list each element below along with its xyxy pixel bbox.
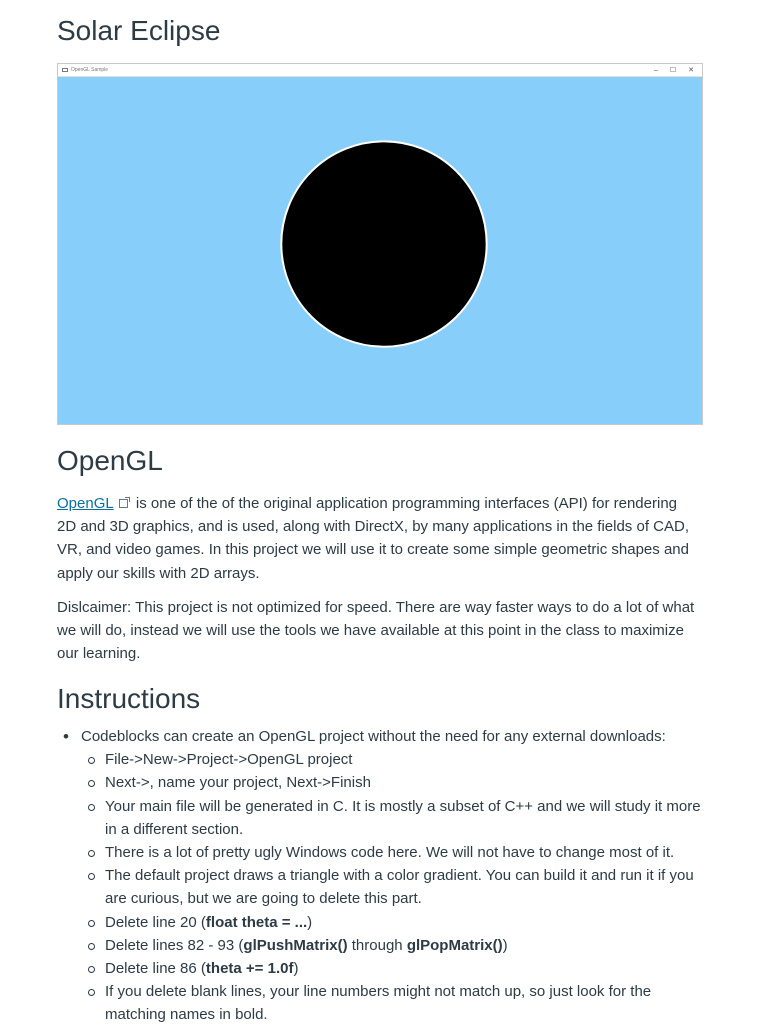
bold-code: glPopMatrix() — [406, 936, 503, 954]
text: ) — [307, 913, 313, 931]
bold-code: float theta = ... — [205, 913, 308, 931]
list-item-text: Codeblocks can create an OpenGL project without the need for any external downloads: — [81, 728, 666, 745]
list-item — [81, 911, 707, 934]
list-item — [81, 957, 707, 980]
window-controls — [654, 64, 694, 76]
list-item: File->New->Project->OpenGL project — [81, 748, 707, 771]
sub-list — [81, 748, 707, 1026]
minimize-icon: – — [653, 66, 658, 74]
bold-code: theta += 1.0f — [205, 960, 294, 978]
text: Delete lines 82 - 93 ( — [105, 936, 244, 954]
list-item: If you delete blank lines, your line numbers might not match up, so just look for the matching names in bold. — [81, 980, 707, 1026]
section-heading-opengl: OpenGL — [57, 445, 163, 476]
close-icon: ✕ — [688, 67, 694, 74]
section-heading-instructions: Instructions — [57, 683, 201, 714]
opengl-window-screenshot — [57, 63, 703, 425]
list-item — [57, 725, 707, 1027]
text: Delete line 20 ( — [105, 913, 206, 931]
eclipse-disc — [281, 141, 486, 346]
text: ) — [502, 936, 508, 954]
intro-paragraph — [57, 492, 697, 585]
list-item: There is a lot of pretty ugly Windows code here. We will not have to change most of it. — [81, 841, 707, 864]
disclaimer-paragraph: Dislcaimer: This project is not optimized for speed. There are way faster ways to do a lot of what we will do, instead we will use the tools we have available at this point in the class to maximize our learning. — [57, 599, 695, 663]
window-title: OpenGL Sample — [71, 67, 109, 73]
window-titlebar — [58, 64, 702, 77]
app-icon — [62, 68, 68, 72]
intro-text: is one of the of the original application programming interfaces (API) for rendering 2D and 3D graphics, and is used, along with DirectX, by many applications in the fields of CAD, VR, and video games. In this project we will use it to create some simple geometric shapes and apply our skills with 2D arrays. — [57, 495, 689, 582]
text: ) — [293, 960, 299, 978]
external-link-icon — [119, 499, 128, 508]
instructions-list — [57, 725, 707, 1027]
list-item: Your main file will be generated in C. It is mostly a subset of C++ and we will study it more in a different section. — [81, 795, 707, 841]
text: Delete line 86 ( — [105, 960, 206, 978]
bold-code: glPushMatrix() — [243, 936, 348, 954]
list-item: Next->, name your project, Next->Finish — [81, 771, 707, 794]
maximize-icon: ☐ — [669, 67, 677, 74]
list-item: The default project draws a triangle with a color gradient. You can build it and run it if you are curious, but we are going to delete this part. — [81, 864, 707, 910]
text: through — [347, 936, 407, 954]
list-item — [81, 934, 707, 957]
opengl-link[interactable]: OpenGL — [57, 495, 114, 512]
render-canvas — [58, 77, 702, 424]
page-title: Solar Eclipse — [57, 15, 221, 46]
